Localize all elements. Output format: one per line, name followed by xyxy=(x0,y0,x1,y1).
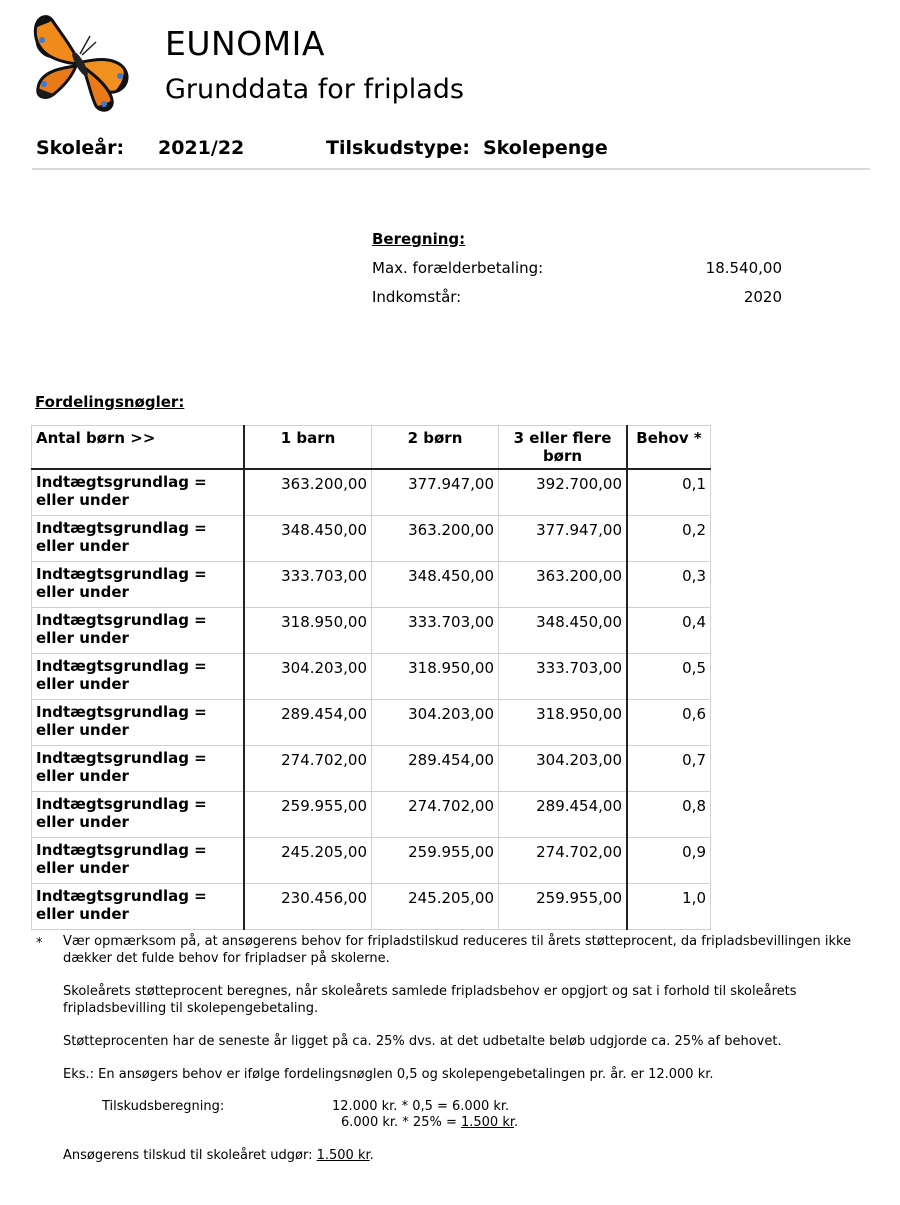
row-label: Indtægtsgrundlag = eller under xyxy=(32,516,245,562)
max-parent-payment-value: 18.540,00 xyxy=(705,259,782,277)
final-suffix: . xyxy=(369,1148,374,1163)
note-paragraph: Støtteprocenten har de seneste år ligget på ca. 25% dvs. at det udbetalte beløb udgjorde ca. 25% af behovet. xyxy=(63,1034,782,1049)
row-label: Indtægtsgrundlag = eller under xyxy=(32,654,245,700)
table-row xyxy=(32,469,711,516)
subsidy-calc-line-1: 12.000 kr. * 0,5 = 6.000 kr. xyxy=(332,1099,510,1114)
final-result: 1.500 kr xyxy=(316,1148,370,1163)
cell-1-child: 245.205,00 xyxy=(244,838,372,884)
cell-need: 0,2 xyxy=(627,516,711,562)
butterfly-icon xyxy=(30,14,132,114)
row-label: Indtægtsgrundlag = eller under xyxy=(32,884,245,930)
table-row xyxy=(32,884,711,930)
page-subtitle: Grunddata for friplads xyxy=(165,74,464,105)
row-label: Indtægtsgrundlag = eller under xyxy=(32,469,245,516)
cell-1-child: 318.950,00 xyxy=(244,608,372,654)
column-header-3-plus-children: 3 eller flere børn xyxy=(499,426,628,470)
cell-1-child: 363.200,00 xyxy=(244,469,372,516)
cell-need: 0,1 xyxy=(627,469,711,516)
cell-1-child: 289.454,00 xyxy=(244,700,372,746)
cell-3-plus-children: 333.703,00 xyxy=(499,654,628,700)
butterfly-logo xyxy=(30,14,132,114)
row-label: Indtægtsgrundlag = eller under xyxy=(32,562,245,608)
table-row xyxy=(32,792,711,838)
table-row xyxy=(32,838,711,884)
cell-2-children: 259.955,00 xyxy=(372,838,499,884)
note-paragraph: Vær opmærksom på, at ansøgerens behov for fripladstilskud reduceres til årets støtteprocent, da fripladsbevillingen ikke dækker det fulde behov for fripladser på skolerne. xyxy=(63,934,852,966)
subsidy-calc-line-2 xyxy=(341,1115,518,1130)
cell-3-plus-children: 377.947,00 xyxy=(499,516,628,562)
table-row xyxy=(32,654,711,700)
cell-need: 1,0 xyxy=(627,884,711,930)
calc-line-2-prefix: 6.000 kr. * 25% = xyxy=(341,1115,461,1130)
cell-need: 0,5 xyxy=(627,654,711,700)
grant-type-value: Skolepenge xyxy=(483,137,608,159)
cell-2-children: 289.454,00 xyxy=(372,746,499,792)
app-title: EUNOMIA xyxy=(165,24,325,63)
column-header-1-child: 1 barn xyxy=(244,426,372,470)
table-row xyxy=(32,608,711,654)
table-row xyxy=(32,746,711,792)
distribution-keys-table xyxy=(31,425,711,930)
note-paragraph: Eks.: En ansøgers behov er ifølge fordelingsnøglen 0,5 og skolepengebetalingen pr. år. er 12.000 kr. xyxy=(63,1067,714,1082)
cell-3-plus-children: 348.450,00 xyxy=(499,608,628,654)
cell-need: 0,3 xyxy=(627,562,711,608)
cell-3-plus-children: 318.950,00 xyxy=(499,700,628,746)
cell-2-children: 333.703,00 xyxy=(372,608,499,654)
row-label: Indtægtsgrundlag = eller under xyxy=(32,838,245,884)
footnote-marker: * xyxy=(36,936,43,951)
footnote-text xyxy=(63,933,873,1099)
cell-3-plus-children: 289.454,00 xyxy=(499,792,628,838)
cell-1-child: 230.456,00 xyxy=(244,884,372,930)
final-subsidy-line xyxy=(63,1148,374,1163)
cell-3-plus-children: 304.203,00 xyxy=(499,746,628,792)
subsidy-calc-label: Tilskudsberegning: xyxy=(102,1099,225,1114)
cell-2-children: 245.205,00 xyxy=(372,884,499,930)
column-header-2-children: 2 børn xyxy=(372,426,499,470)
income-year-label: Indkomstår: xyxy=(372,288,462,306)
cell-2-children: 318.950,00 xyxy=(372,654,499,700)
cell-2-children: 304.203,00 xyxy=(372,700,499,746)
header-divider xyxy=(32,168,870,170)
note-paragraph: Skoleårets støtteprocent beregnes, når skoleårets samlede fripladsbehov er opgjort og sat i forhold til skoleårets fripladsbevilling til skolepengebetaling. xyxy=(63,984,797,1016)
school-year-value: 2021/22 xyxy=(158,137,245,159)
income-year-value: 2020 xyxy=(743,288,782,306)
grant-type-label: Tilskudstype: xyxy=(326,137,470,159)
table-row xyxy=(32,700,711,746)
cell-2-children: 348.450,00 xyxy=(372,562,499,608)
max-parent-payment-label: Max. forælderbetaling: xyxy=(372,259,544,277)
cell-1-child: 274.702,00 xyxy=(244,746,372,792)
column-header-children: Antal børn >> xyxy=(32,426,245,470)
cell-2-children: 377.947,00 xyxy=(372,469,499,516)
row-label: Indtægtsgrundlag = eller under xyxy=(32,608,245,654)
column-header-need: Behov * xyxy=(627,426,711,470)
cell-need: 0,9 xyxy=(627,838,711,884)
cell-1-child: 304.203,00 xyxy=(244,654,372,700)
school-year-label: Skoleår: xyxy=(36,137,125,159)
cell-3-plus-children: 274.702,00 xyxy=(499,838,628,884)
row-label: Indtægtsgrundlag = eller under xyxy=(32,746,245,792)
cell-need: 0,8 xyxy=(627,792,711,838)
cell-1-child: 348.450,00 xyxy=(244,516,372,562)
row-label: Indtægtsgrundlag = eller under xyxy=(32,700,245,746)
cell-3-plus-children: 259.955,00 xyxy=(499,884,628,930)
distribution-keys-heading: Fordelingsnøgler: xyxy=(35,393,185,411)
table-row xyxy=(32,516,711,562)
calc-line-2-suffix: . xyxy=(514,1115,519,1130)
calc-line-2-result: 1.500 kr xyxy=(460,1115,515,1130)
cell-1-child: 259.955,00 xyxy=(244,792,372,838)
cell-2-children: 363.200,00 xyxy=(372,516,499,562)
cell-1-child: 333.703,00 xyxy=(244,562,372,608)
cell-need: 0,4 xyxy=(627,608,711,654)
cell-need: 0,6 xyxy=(627,700,711,746)
cell-2-children: 274.702,00 xyxy=(372,792,499,838)
calculation-heading: Beregning: xyxy=(372,230,466,248)
table-row xyxy=(32,562,711,608)
cell-3-plus-children: 392.700,00 xyxy=(499,469,628,516)
cell-3-plus-children: 363.200,00 xyxy=(499,562,628,608)
table-header-row xyxy=(32,426,711,470)
cell-need: 0,7 xyxy=(627,746,711,792)
final-prefix: Ansøgerens tilskud til skoleåret udgør: xyxy=(63,1148,317,1163)
row-label: Indtægtsgrundlag = eller under xyxy=(32,792,245,838)
